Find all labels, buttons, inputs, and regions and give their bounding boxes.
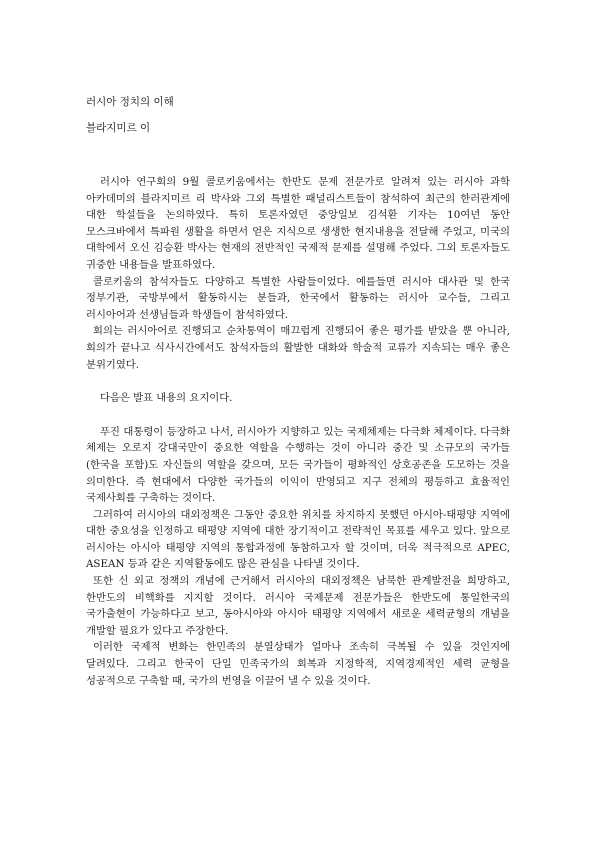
paragraph-meeting: 회의는 러시아어로 진행되고 순차통역이 매끄럽게 진행되어 좋은 평가를 받았을 뿐 아니라, 회의가 끝나고 식사시간에서도 참석자들의 활발한 대화와 학술적 교류가 지속되는 매우 좋은 분위기였다.	[86, 325, 510, 371]
paragraph-participants: 콜로키움의 참석자들도 다양하고 특별한 사람들이었다. 예를들면 러시아 대사관 및 한국 정부기관, 국방부에서 활동하시는 분들과, 한국에서 활동하는 러시아 교수들, 그리고 러시아어과 선생님들과 학생들이 참석하였다.	[86, 275, 510, 321]
paragraph-intro: 러시아 연구회의 9월 콜로키움에서는 한반도 문제 전문가로 알려져 있는 러시아 과학 아카데미의 블라지미르 리 박사와 그외 특별한 패널리스트들이 참석하여 최근의 한러관계에 대한 학설들을 논의하였다. 특히 토론자였던 중앙일보 김석환 기자는 10여년 동안 모스크바에서 특파원 생활을 하면서 얻은 지식으로 생생한 현지내용을 전달해 주었고, 미국의 대학에서 오신 김승환 박사는 현재의 전반적인 국제적 문제를 설명해 주었다. 그외 토론자들도 귀중한 내용들을 발표하였다.	[86, 176, 510, 271]
paragraph-conclusion: 이러한 국제적 변화는 한민족의 분열상태가 얼마나 조속히 극복될 수 있을 것인지에 달려있다. 그리고 한국이 단일 민족국가의 회복과 지정학적, 지역경제적인 세력 균형을 성공적으로 구축할 때, 국가의 번영을 이끌어 낼 수 있을 것이다.	[86, 641, 510, 687]
paragraph-multipolar: 푸진 대통령이 등장하고 나서, 러시아가 지향하고 있는 국제체제는 다극화 체제이다. 다극화 체제는 오로지 강대국만이 중요한 역할을 수행하는 것이 아니라 중간 및 소규모의 국가들(한국을 포함)도 자신들의 역할을 갖으며, 모든 국가들이 평화적인 상호공존을 도모하는 것을 의미한다. 즉 현대에서 다양한 국가들의 이익이 반영되고 지구 전체의 평등하고 효율적인 국제사회를 구축하는 것이다.	[86, 425, 510, 505]
paragraph-asia-pacific: 그러하여 러시아의 대외정책은 그동안 중요한 위치를 차지하지 못했던 아시아-태평양 지역에 대한 중요성을 인정하고 태평양 지역에 대한 장기적이고 전략적인 목표를 세우고 있다. 앞으로 러시아는 아시아 태평양 지역의 통합과정에 동참하고자 할 것이며, 더욱 적극적으로 APEC, ASEAN 등과 같은 지역활동에도 많은 관심을 나타낼 것이다.	[86, 508, 510, 571]
author-name: 블라지미르 이	[86, 122, 151, 134]
document-title: 러시아 정치의 이해	[86, 96, 174, 108]
document-body	[86, 174, 510, 689]
paragraph-summary-heading: 다음은 발표 내용의 요지이다.	[100, 392, 233, 405]
paragraph-new-policy: 또한 신 외교 정책의 개념에 근거해서 러시아의 대외정책은 남북한 관계발전을 희망하고, 한반도의 비핵화를 지지할 것이다. 러시아 국제문제 전문가들은 한반도에 통일한국의 국가출현이 가능하다고 보고, 동아시아와 아시아 태평양 지역에서 새로운 세력균형의 개념을 개발할 필요가 있다고 주장한다.	[86, 575, 510, 637]
